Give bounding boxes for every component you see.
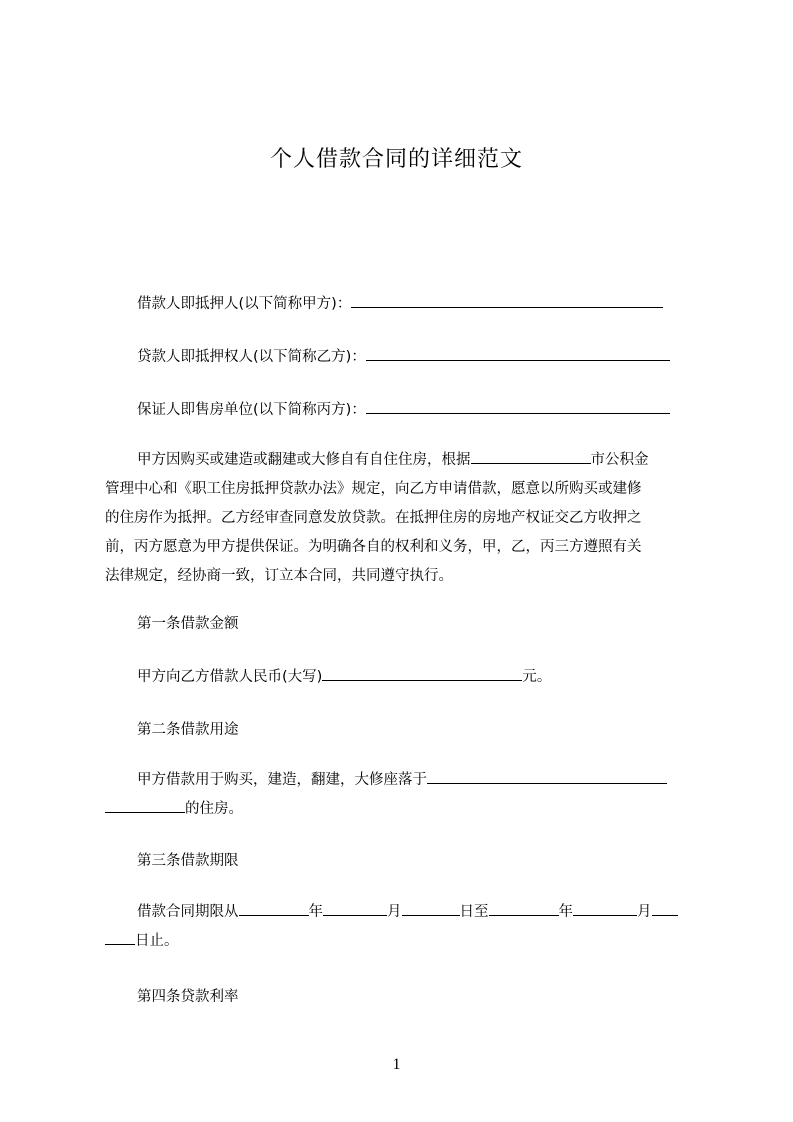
end-month-blank	[573, 901, 637, 916]
article-1-before: 甲方向乙方借款人民币(大写)	[137, 669, 323, 685]
article-4-heading: 第四条贷款利率	[137, 989, 239, 1005]
end-day-blank-2	[105, 930, 135, 945]
article-3-text	[105, 898, 703, 956]
article-1-text	[137, 665, 707, 686]
term-month: 月	[387, 904, 402, 920]
lender-label: 贷款人即抵押权人(以下简称乙方)：	[137, 349, 366, 365]
intro-text-2: 市公积金	[590, 452, 649, 468]
end-year-blank	[489, 901, 559, 916]
term-day-to: 日至	[459, 904, 489, 920]
article-3-line-1	[105, 898, 703, 927]
end-day-blank-1	[652, 901, 678, 916]
article-2-before: 甲方借款用于购买，建造，翻建，大修座落于	[137, 772, 427, 788]
start-day-blank	[402, 901, 460, 916]
article-1-after: 元。	[522, 669, 552, 685]
location-blank-1	[427, 769, 667, 784]
article-2-heading: 第二条借款用途	[137, 722, 239, 738]
article-1-heading: 第一条借款金额	[137, 616, 239, 632]
article-2-line-1	[105, 766, 703, 795]
intro-line-2: 管理中心和《职工住房抵押贷款办法》规定，向乙方申请借款，愿意以所购买或建修	[105, 481, 642, 497]
intro-line-4: 前，丙方愿意为甲方提供保证。为明确各自的权利和义务，甲，乙，丙三方遵照有关	[105, 539, 642, 555]
term-year: 年	[308, 904, 323, 920]
article-2-line-2	[105, 795, 703, 824]
term-year-2: 年	[558, 904, 573, 920]
intro-line-3: 的住房作为抵押。乙方经审查同意发放贷款。在抵押住房的房地产权证交乙方收押之	[105, 510, 642, 526]
guarantor-label: 保证人即售房单位(以下简称丙方)：	[137, 402, 366, 418]
term-month-2: 月	[637, 904, 652, 920]
location-blank-2	[105, 798, 185, 813]
borrower-blank	[351, 293, 663, 308]
start-year-blank	[239, 901, 309, 916]
intro-line-5: 法律规定，经协商一致，订立本合同，共同遵守执行。	[105, 568, 453, 584]
guarantor-blank	[366, 399, 670, 414]
intro-text-1: 甲方因购买或建造或翻建或大修自有自住住房，根据	[137, 452, 471, 468]
lender-line	[137, 345, 707, 366]
lender-blank	[366, 346, 670, 361]
article-2-after: 的住房。	[185, 801, 243, 817]
guarantor-line	[137, 398, 707, 419]
intro-line-1	[105, 446, 703, 475]
borrower-label: 借款人即抵押人(以下简称甲方)：	[137, 296, 352, 312]
document-title: 个人借款合同的详细范文	[269, 147, 523, 172]
city-blank	[471, 449, 591, 464]
page-number: 1	[392, 1056, 401, 1073]
term-from: 借款合同期限从	[137, 904, 239, 920]
intro-paragraph	[105, 446, 703, 591]
borrower-line	[137, 292, 707, 313]
term-day-end: 日止。	[135, 933, 179, 949]
amount-blank	[322, 666, 522, 681]
article-2-text	[105, 766, 703, 824]
article-3-heading: 第三条借款期限	[137, 853, 239, 869]
start-month-blank	[323, 901, 387, 916]
article-3-line-2	[105, 927, 703, 956]
